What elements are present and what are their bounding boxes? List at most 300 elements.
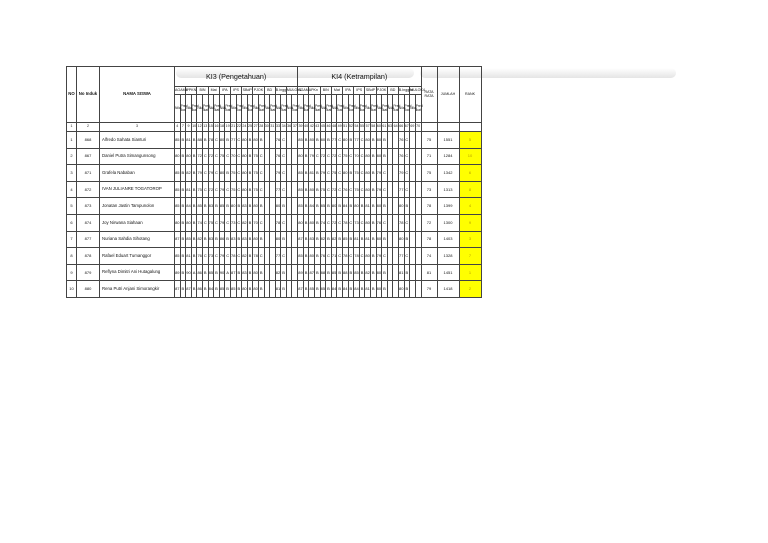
- ki4-nilai-cell: 80: [365, 132, 371, 149]
- ki3-nilai-cell: 82: [186, 165, 192, 182]
- ki3-nilai-cell: 79: [219, 248, 225, 265]
- grade-spreadsheet: [66, 66, 482, 298]
- ki3-nilai-cell: 87: [230, 264, 236, 281]
- ki4-nilai-cell: 80: [298, 214, 304, 231]
- column-number: 55: [359, 123, 365, 132]
- ki3-nilai-cell: 85: [175, 181, 181, 198]
- ki4-predikat-cell: C: [404, 132, 410, 149]
- ki4-predikat-cell: B: [315, 264, 321, 281]
- ki3-predikat-cell: C: [236, 248, 242, 265]
- ki4-nilai-cell: 89: [298, 264, 304, 281]
- predikat-subheader: Pred ikat: [270, 95, 276, 123]
- ki3-predikat-cell: B: [258, 198, 264, 215]
- column-number: 34: [281, 123, 287, 132]
- student-no: 10: [67, 281, 77, 298]
- rank-cell: 8: [459, 181, 481, 198]
- student-row: [67, 248, 482, 265]
- ki3-nilai-cell: 76: [275, 132, 281, 149]
- ki4-predikat-cell: B: [337, 281, 343, 298]
- ki4-nilai-cell: 76: [398, 132, 404, 149]
- ki3-nilai-cell: 87: [186, 281, 192, 298]
- ki3-nilai-cell: 83: [230, 231, 236, 248]
- ki4-nilai-cell: 79: [398, 165, 404, 182]
- no-header: NO: [67, 67, 77, 123]
- ki4-predikat-cell: B: [315, 198, 321, 215]
- ki4-nilai-cell: 85: [298, 181, 304, 198]
- ki4-predikat-cell: B: [382, 281, 388, 298]
- ki3-nilai-cell: 80: [242, 148, 248, 165]
- rata-rata-cell: 73: [421, 181, 437, 198]
- ki4-header: KI4 (Ketrampilan): [298, 67, 421, 87]
- ki3-predikat-cell: B: [191, 214, 197, 231]
- ki4-nilai-cell: 80: [298, 148, 304, 165]
- ki4-predikat-cell: B: [348, 231, 354, 248]
- ki3-nilai-cell: 81: [186, 181, 192, 198]
- ki4-nilai-cell: 73: [354, 214, 360, 231]
- predikat-subheader: Pred ikat: [202, 95, 208, 123]
- rata-rata-cell: 78: [421, 198, 437, 215]
- nilai-subheader: Nilai: [286, 95, 292, 123]
- ki4-predikat-cell: C: [359, 248, 365, 265]
- ki4-nilai-cell: 80: [331, 198, 337, 215]
- ki4-predikat-cell: C: [404, 148, 410, 165]
- ki3-predikat-cell: C: [214, 181, 220, 198]
- column-number: 40: [303, 123, 309, 132]
- ki4-predikat-cell: B: [370, 248, 376, 265]
- ki3-predikat-cell: C: [281, 165, 287, 182]
- ki3-nilai-cell: 80: [242, 132, 248, 149]
- ki4-nilai-cell: 77: [398, 181, 404, 198]
- ki3-nilai-cell: 75: [230, 165, 236, 182]
- ki4-nilai-cell: 81: [365, 198, 371, 215]
- ki4-predikat-cell: B: [337, 198, 343, 215]
- no-induk-header: No Induk: [77, 67, 100, 123]
- ki4-nilai-cell: 80: [309, 214, 315, 231]
- column-number: 10: [191, 123, 197, 132]
- student-name: Grafela Nababan: [100, 165, 175, 182]
- ki4-predikat-cell: B: [315, 181, 321, 198]
- ki3-nilai-cell: 73: [208, 248, 214, 265]
- ki3-predikat-cell: C: [236, 214, 242, 231]
- column-number: 19: [225, 123, 231, 132]
- ki3-predikat-cell: C: [236, 181, 242, 198]
- ki4-predikat-cell: C: [337, 214, 343, 231]
- ki3-nilai-cell: 78: [230, 248, 236, 265]
- student-induk: 878: [77, 248, 100, 265]
- ki3-nilai-cell: 79: [219, 181, 225, 198]
- rata-rata-cell: 71: [421, 148, 437, 165]
- predikat-subheader: Pred ikat: [404, 95, 410, 123]
- rata-rata-header: RATA RATA: [421, 67, 437, 123]
- ki3-nilai-cell: 82: [242, 248, 248, 265]
- ki3-predikat-cell: B: [180, 165, 186, 182]
- ki3-nilai-cell: 82: [275, 264, 281, 281]
- ki4-predikat-cell: C: [348, 181, 354, 198]
- rank-cell: 2: [459, 281, 481, 298]
- ki3-subject-header: MULOK1: [286, 87, 297, 95]
- ki3-nilai-cell: 80: [242, 181, 248, 198]
- ki4-nilai-cell: 80: [398, 281, 404, 298]
- column-number: 49: [337, 123, 343, 132]
- column-number: 3: [100, 123, 175, 132]
- ki4-predikat-cell: B: [315, 248, 321, 265]
- ki4-predikat-cell: B: [382, 132, 388, 149]
- ki3-nilai-cell: 85: [175, 165, 181, 182]
- ki4-nilai-cell: 85: [309, 281, 315, 298]
- predikat-subheader: Pred ikat: [236, 95, 242, 123]
- rank-cell: 7: [459, 248, 481, 265]
- column-number: 24: [242, 123, 248, 132]
- column-number: [459, 123, 481, 132]
- ki3-nilai-cell: 80: [253, 231, 259, 248]
- ki4-subject-header: AGAMA: [298, 87, 309, 95]
- ki4-nilai-cell: 79: [376, 181, 382, 198]
- ki4-nilai-cell: 77: [398, 248, 404, 265]
- ki4-predikat-cell: B: [404, 281, 410, 298]
- column-number: 33: [275, 123, 281, 132]
- ki4-predikat-cell: B: [359, 231, 365, 248]
- ki4-nilai-cell: 76: [376, 214, 382, 231]
- ki4-nilai-cell: 80: [309, 132, 315, 149]
- ki4-nilai-cell: 80: [376, 264, 382, 281]
- column-number: [421, 123, 437, 132]
- student-no: 1: [67, 132, 77, 149]
- ki3-nilai-cell: 79: [275, 165, 281, 182]
- jumlah-cell: 1342: [437, 165, 459, 182]
- ki3-nilai-cell: 80: [230, 198, 236, 215]
- ki3-predikat-cell: B: [191, 231, 197, 248]
- rank-cell: 1: [459, 264, 481, 281]
- ki3-nilai-cell: 76: [275, 148, 281, 165]
- ki4-predikat-cell: B: [348, 281, 354, 298]
- column-number: 45: [320, 123, 326, 132]
- ki3-nilai-cell: 70: [253, 214, 259, 231]
- ki3-nilai-cell: 80: [253, 198, 259, 215]
- ki4-nilai-cell: 80: [398, 198, 404, 215]
- ki4-nilai-cell: 76: [398, 148, 404, 165]
- ki4-nilai-cell: 85: [298, 165, 304, 182]
- ki3-nilai-cell: 82: [197, 231, 203, 248]
- ki3-nilai-cell: 80: [219, 165, 225, 182]
- student-name: Rena Putri Anjani Simorangkir: [100, 281, 175, 298]
- ki4-predikat-cell: B: [382, 231, 388, 248]
- predikat-subheader: Pred ikat: [393, 95, 399, 123]
- ki3-predikat-cell: B: [202, 281, 208, 298]
- ki4-nilai-cell: 82: [320, 231, 326, 248]
- student-no: 2: [67, 148, 77, 165]
- ki4-nilai-cell: 79: [376, 248, 382, 265]
- student-no: 9: [67, 264, 77, 281]
- ki3-predikat-cell: C: [214, 248, 220, 265]
- student-name: Daniel Putra Simangunsong: [100, 148, 175, 165]
- ki3-nilai-cell: 80: [253, 281, 259, 298]
- ki4-predikat-cell: B: [303, 281, 309, 298]
- ki4-predikat-cell: B: [348, 165, 354, 182]
- ki3-predikat-cell: B: [258, 264, 264, 281]
- nilai-subheader: Nilai: [320, 95, 326, 123]
- ki3-predikat-cell: B: [191, 132, 197, 149]
- student-induk: 867: [77, 148, 100, 165]
- ki4-nilai-cell: 75: [354, 181, 360, 198]
- ki3-predikat-cell: C: [214, 148, 220, 165]
- rank-cell: 6: [459, 165, 481, 182]
- ki3-nilai-cell: 81: [275, 281, 281, 298]
- ki4-subject-header: PKn: [309, 87, 320, 95]
- ki3-nilai-cell: 85: [230, 281, 236, 298]
- nilai-subheader: Nilai: [354, 95, 360, 123]
- column-number: 16: [214, 123, 220, 132]
- ki4-nilai-cell: 85: [354, 264, 360, 281]
- column-number: 21: [230, 123, 236, 132]
- column-number: 57: [365, 123, 371, 132]
- ki4-predikat-cell: B: [370, 281, 376, 298]
- student-induk: 874: [77, 214, 100, 231]
- ki3-nilai-cell: 86: [197, 264, 203, 281]
- ki3-nilai-cell: 80: [253, 264, 259, 281]
- rata-rata-cell: 75: [421, 165, 437, 182]
- student-row: [67, 198, 482, 215]
- ki3-subject-header: AGAMA: [175, 87, 186, 95]
- ki4-predikat-cell: B: [404, 231, 410, 248]
- ki3-predikat-cell: C: [258, 248, 264, 265]
- nilai-subheader: Nilai: [309, 95, 315, 123]
- ki3-nilai-cell: 81: [186, 132, 192, 149]
- nilai-subheader: Nilai: [376, 95, 382, 123]
- student-no: 7: [67, 231, 77, 248]
- student-name: Rafael Eduart Tumanggor: [100, 248, 175, 265]
- ki3-predikat-cell: B: [191, 148, 197, 165]
- ki4-nilai-cell: 85: [298, 198, 304, 215]
- nilai-subheader: Nilai: [186, 95, 192, 123]
- ki4-nilai-cell: 85: [320, 281, 326, 298]
- ki3-predikat-cell: B: [225, 281, 231, 298]
- ki4-predikat-cell: B: [326, 264, 332, 281]
- ki3-predikat-cell: B: [191, 181, 197, 198]
- student-row: [67, 165, 482, 182]
- ki3-nilai-cell: 80: [219, 132, 225, 149]
- ki4-subject-header: B.Inggris: [398, 87, 409, 95]
- column-number: 36: [286, 123, 292, 132]
- ki4-predikat-cell: C: [359, 132, 365, 149]
- ki4-nilai-cell: 72: [331, 214, 337, 231]
- ki3-nilai-cell: 80: [175, 148, 181, 165]
- ki4-predikat-cell: C: [348, 248, 354, 265]
- ki3-predikat-cell: C: [214, 132, 220, 149]
- ki4-predikat-cell: B: [303, 214, 309, 231]
- ki3-predikat-cell: B: [225, 165, 231, 182]
- nilai-subheader: Nilai: [387, 95, 393, 123]
- ki3-predikat-cell: C: [225, 148, 231, 165]
- ki4-predikat-cell: B: [370, 148, 376, 165]
- ki3-nilai-cell: 85: [219, 281, 225, 298]
- ki4-predikat-cell: C: [359, 214, 365, 231]
- ki4-nilai-cell: 80: [376, 132, 382, 149]
- ki4-nilai-cell: 87: [298, 231, 304, 248]
- jumlah-cell: 1300: [437, 214, 459, 231]
- ki3-predikat-cell: B: [258, 281, 264, 298]
- ki3-nilai-cell: 85: [219, 198, 225, 215]
- predikat-subheader: Pred ikat: [370, 95, 376, 123]
- ki3-nilai-cell: 80: [175, 214, 181, 231]
- column-number: 18: [219, 123, 225, 132]
- student-row: [67, 231, 482, 248]
- ki4-nilai-cell: 88: [320, 264, 326, 281]
- ki4-predikat-cell: B: [326, 281, 332, 298]
- rank-cell: 3: [459, 231, 481, 248]
- ki3-nilai-cell: 78: [275, 214, 281, 231]
- ki3-nilai-cell: 83: [242, 198, 248, 215]
- column-number: 7: [180, 123, 186, 132]
- ki4-predikat-cell: B: [359, 198, 365, 215]
- predikat-subheader: Pred ikat: [315, 95, 321, 123]
- ki4-predikat-cell: C: [382, 214, 388, 231]
- ki4-nilai-cell: 78: [342, 248, 348, 265]
- ki4-nilai-cell: 85: [298, 132, 304, 149]
- ki3-predikat-cell: B: [180, 214, 186, 231]
- ki3-nilai-cell: 87: [175, 231, 181, 248]
- ki3-predikat-cell: B: [202, 132, 208, 149]
- student-row: [67, 181, 482, 198]
- predikat-subheader: Pred ikat: [303, 95, 309, 123]
- ki3-predikat-cell: C: [258, 148, 264, 165]
- ki4-subject-header: Mat: [331, 87, 342, 95]
- ki3-subject-header: PJOK: [253, 87, 264, 95]
- rank-cell: 4: [459, 198, 481, 215]
- nilai-subheader: Nilai: [410, 95, 416, 123]
- ki4-predikat-cell: C: [382, 165, 388, 182]
- rata-rata-cell: 75: [421, 132, 437, 149]
- predikat-subheader: Pred ikat: [258, 95, 264, 123]
- nilai-subheader: Nilai: [230, 95, 236, 123]
- ki3-nilai-cell: 79: [197, 165, 203, 182]
- ki3-nilai-cell: 75: [253, 148, 259, 165]
- ki3-predikat-cell: C: [281, 214, 287, 231]
- column-number: 1: [67, 123, 77, 132]
- nilai-subheader: Nilai: [365, 95, 371, 123]
- ki3-predikat-cell: B: [247, 264, 253, 281]
- ki3-nilai-cell: 78: [253, 248, 259, 265]
- ki4-nilai-cell: 85: [298, 248, 304, 265]
- ki4-nilai-cell: 72: [331, 181, 337, 198]
- ki3-predikat-cell: B: [247, 281, 253, 298]
- column-number: 13: [202, 123, 208, 132]
- ki4-predikat-cell: C: [404, 181, 410, 198]
- ki3-predikat-cell: C: [281, 132, 287, 149]
- ki4-nilai-cell: 81: [365, 281, 371, 298]
- ki4-nilai-cell: 75: [342, 148, 348, 165]
- ki3-nilai-cell: 85: [186, 231, 192, 248]
- column-number: 63: [387, 123, 393, 132]
- column-number: 66: [398, 123, 404, 132]
- ki3-nilai-cell: 75: [253, 181, 259, 198]
- predikat-subheader: Pred ikat: [214, 95, 220, 123]
- ki4-nilai-cell: 72: [331, 148, 337, 165]
- predikat-subheader: Pred ikat: [359, 95, 365, 123]
- ki3-predikat-cell: B: [236, 264, 242, 281]
- ki3-predikat-cell: B: [180, 198, 186, 215]
- rank-cell: 10: [459, 148, 481, 165]
- ki4-predikat-cell: C: [382, 181, 388, 198]
- predikat-subheader: Pred ikat: [326, 95, 332, 123]
- ki3-nilai-cell: 72: [208, 148, 214, 165]
- ki4-predikat-cell: B: [382, 264, 388, 281]
- ki3-predikat-cell: B: [214, 264, 220, 281]
- ki4-predikat-cell: B: [382, 198, 388, 215]
- ki3-header: KI3 (Pengetahuan): [175, 67, 298, 87]
- ki4-predikat-cell: C: [348, 148, 354, 165]
- ki3-predikat-cell: B: [180, 132, 186, 149]
- column-number: 25: [247, 123, 253, 132]
- ki4-nilai-cell: 84: [342, 281, 348, 298]
- ki3-predikat-cell: B: [180, 264, 186, 281]
- ki4-nilai-cell: 70: [354, 148, 360, 165]
- ki3-predikat-cell: A: [191, 264, 197, 281]
- student-name: Alfredo Sahata Sianturi: [100, 132, 175, 149]
- ki4-nilai-cell: 84: [331, 281, 337, 298]
- student-no: 6: [67, 214, 77, 231]
- ki4-predikat-cell: B: [303, 181, 309, 198]
- nilai-subheader: Nilai: [219, 95, 225, 123]
- ki4-predikat-cell: B: [348, 132, 354, 149]
- ki4-predikat-cell: B: [303, 248, 309, 265]
- ki3-predikat-cell: C: [281, 248, 287, 265]
- ki4-predikat-cell: B: [370, 231, 376, 248]
- ki3-predikat-cell: B: [180, 148, 186, 165]
- ki4-predikat-cell: B: [303, 148, 309, 165]
- ki3-nilai-cell: 70: [230, 148, 236, 165]
- column-number: 48: [331, 123, 337, 132]
- ki4-subject-header: IPA: [342, 87, 353, 95]
- ki3-subject-header: BD: [264, 87, 275, 95]
- ki3-nilai-cell: 84: [186, 198, 192, 215]
- ki3-predikat-cell: C: [281, 148, 287, 165]
- column-number: 12: [197, 123, 203, 132]
- ki3-nilai-cell: 89: [175, 264, 181, 281]
- ki3-predikat-cell: B: [191, 198, 197, 215]
- column-number: 58: [370, 123, 376, 132]
- ki4-nilai-cell: 80: [398, 231, 404, 248]
- student-row: [67, 132, 482, 149]
- ki4-predikat-cell: C: [326, 248, 332, 265]
- predikat-subheader: Pred ikat: [348, 95, 354, 123]
- ki4-predikat-cell: B: [303, 264, 309, 281]
- ki3-nilai-cell: 78: [208, 132, 214, 149]
- column-number: 60: [376, 123, 382, 132]
- column-number: 39: [298, 123, 304, 132]
- column-number: 43: [315, 123, 321, 132]
- ki3-nilai-cell: 88: [197, 132, 203, 149]
- ki3-nilai-cell: 85: [175, 248, 181, 265]
- ki4-subject-header: SBdP: [365, 87, 376, 95]
- ki4-nilai-cell: 85: [331, 264, 337, 281]
- ki4-nilai-cell: 80: [354, 198, 360, 215]
- ki3-subject-header: BIN: [197, 87, 208, 95]
- nilai-subheader: Nilai: [298, 95, 304, 123]
- ki3-subject-header: Mat: [208, 87, 219, 95]
- ki3-predikat-cell: B: [180, 231, 186, 248]
- ki3-predikat-cell: B: [191, 165, 197, 182]
- ki3-predikat-cell: C: [258, 165, 264, 182]
- ki4-nilai-cell: 79: [309, 148, 315, 165]
- ki3-nilai-cell: 85: [208, 264, 214, 281]
- ki3-nilai-cell: 79: [208, 165, 214, 182]
- ki4-nilai-cell: 76: [320, 248, 326, 265]
- jumlah-header: JUMLAH: [437, 67, 459, 123]
- ki4-predikat-cell: C: [404, 248, 410, 265]
- rata-rata-cell: 81: [421, 264, 437, 281]
- ki3-predikat-cell: C: [214, 214, 220, 231]
- rank-cell: 5: [459, 132, 481, 149]
